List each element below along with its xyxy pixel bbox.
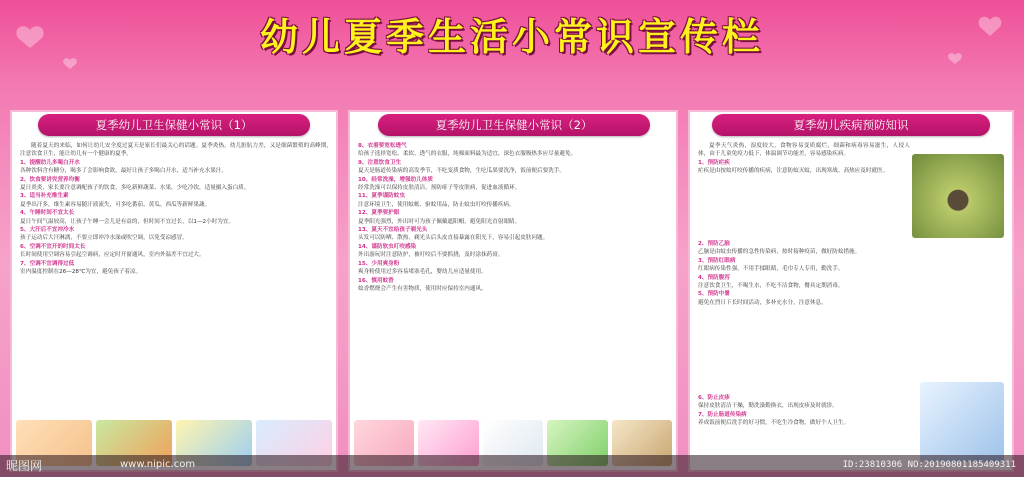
- panel-disease-prevention: [688, 110, 1014, 472]
- panel3-text-lower: 2、预防乙脑 乙脑是由蚊虫传播的急性传染病，按时接种疫苗，做好防蚊措施。 3、预防红眼病 红眼病传染性强，不用手揉眼睛，毛巾专人专用，勤洗手。 4、预防腹泻 注意饮食卫生，不喝生水，不吃不洁食物，餐具定期消毒。 5、预防中暑 避免在烈日下长时间活动，多补充水分，注意休息。: [698, 241, 861, 306]
- watermark-logo: 昵图网: [6, 459, 43, 473]
- watermark-url: www.nipic.com: [120, 459, 196, 470]
- panel1-banner: 夏季幼儿卫生保健小常识（1）: [38, 114, 310, 136]
- panel2-text: 8、衣着要宽松透气 给孩子选择宽松、柔软、透气的衣服，纯棉面料最为适宜，深色衣服吸热多应尽量避免。 9、注意饮食卫生 夏天是肠道传染病的高发季节，不吃变质食物，生吃瓜果要洗净，饭前便后要洗手。 10、经常洗澡，增强幼儿体质 经常洗澡可以保持皮肤清洁，预防痱子等皮肤病，促进血液循环。 11、夏季谨防蚊虫 注意环境卫生，使用蚊帐、驱蚊用品，防止蚊虫叮咬传播疾病。 12、夏季要护眼 夏季阳光强烈，外出时可为孩子佩戴遮阳帽，避免阳光直射眼睛。 13、夏天不宜给孩子剃光头 头发可以防晒、散热，剃光头后头皮直接暴露在阳光下，容易引起皮肤问题。 14、谨防软虫叮咬感染 外出游玩时注意防护，被叮咬后不要抓挠，及时涂抹药膏。 15、少用爽身粉 爽身粉使用过多容易堵塞毛孔，婴幼儿应适量使用。 16、慎用蚊香 蚊香燃烧会产生有害物质，使用时应保持室内通风。: [358, 143, 577, 292]
- panel-hygiene-1: [10, 110, 338, 472]
- panel2-banner: 夏季幼儿卫生保健小常识（2）: [378, 114, 650, 136]
- panel3-banner: 夏季幼儿疾病预防知识: [712, 114, 990, 136]
- panel-hygiene-2: [348, 110, 678, 472]
- panel3-text: 夏季天气炎热，湿度较大，食物容易变质腐烂，细菌和病毒容易滋生，人侵人体，由于儿童免疫力低下，体温调节功能差，容易感染疾病。 1、预防疟疾 疟疾是由按蚊叮咬传播的疾病，注意防蚊灭蚊，出现寒战、高热应及时就医。: [698, 143, 910, 175]
- watermark-id: ID:23810306 NO:20190801185409311: [842, 460, 1016, 470]
- mosquito-image: [912, 154, 1004, 238]
- page-title: 幼儿夏季生活小常识宣传栏: [259, 15, 764, 59]
- doctor-cartoon-image: [920, 382, 1004, 462]
- panel1-text: 随着夏天的来临，如何让幼儿安全度过夏天是家长们最关心的话题。夏季炎热，幼儿脏肮力差，又是细菌繁殖的高峰期，注意饮食卫生，能让幼儿有一个健康的夏季。 1、提醒幼儿多喝白开水 各种饮料含有糖分，喝多了会影响食欲，最好让孩子多喝白开水，适当补充水果汁。 2、饮食要讲究营养均衡 夏日炎炎，家长要注意调配孩子的饮食，多吃新鲜蔬菜、水果，少吃冷饮，适量摄入蛋白质。 3、适当补充维生素 夏季出汗多，维生素容易随汗液流失，可多吃番茄、黄瓜、西瓜等新鲜果蔬。 4、午睡时间不宜太长 夏日午间气温较高，让孩子午睡一会儿是有益的，但时间不宜过长，以1—2小时为宜。 5、大汗后不宜冲冷水 孩子运动后大汗淋漓，不要立即冲冷水澡或吹空调，以免受凉感冒。 6、空调不宜开的时间太长 长时间使用空调容易引起空调病，应定时开窗通风，室内外温差不宜过大。 7、空调不宜调得过低 室内温度控制在26—28℃为宜，避免孩子着凉。: [20, 143, 332, 276]
- panel3-text-bottom: 6、防止皮疹 保持皮肤清洁干燥，勤洗澡勤换衣，出现皮疹及时就诊。 7、防止肠道传染病 养成饭前便后洗手的好习惯，不吃生冷食物，做好个人卫生。: [698, 395, 850, 427]
